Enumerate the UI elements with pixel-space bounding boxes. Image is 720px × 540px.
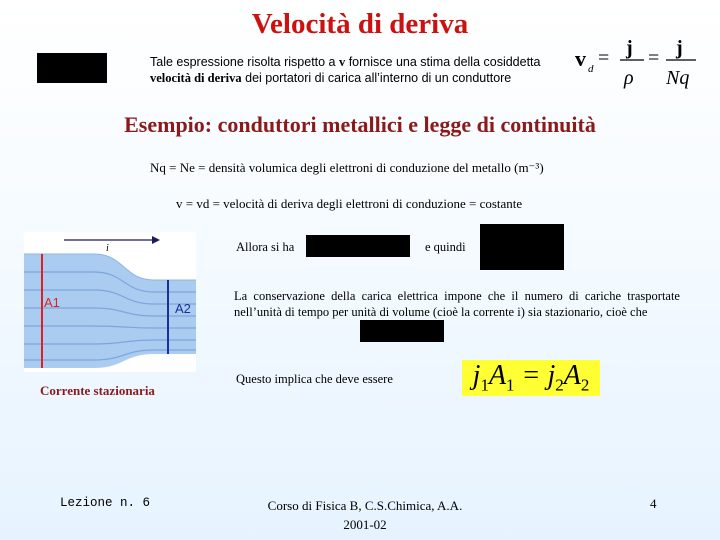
implica-text: Questo implica che deve essere [236, 372, 393, 386]
redacted-block [306, 235, 410, 257]
footer-course [230, 496, 500, 534]
intro-line2: dei portatori di carica all’interno di un conduttore [241, 71, 512, 85]
conductor-diagram [24, 232, 196, 372]
footer-course-line1: Corso di Fisica B, C.S.Chimica, A.A. [267, 498, 463, 513]
formula-v: v [575, 46, 586, 71]
redacted-block [360, 320, 444, 342]
redacted-block [480, 224, 564, 270]
page-number: 4 [650, 496, 657, 511]
formula-v-sub: d [588, 63, 594, 75]
diagram-label-a2: A2 [175, 301, 191, 316]
diagram-current-label: i [106, 243, 109, 254]
intro-line1: Tale espressione risolta rispetto a [150, 55, 339, 69]
svg-text:=: = [648, 47, 660, 69]
diagram-label-a1: A1 [44, 295, 60, 310]
conservation-paragraph: La conservazione della carica elettrica impone che il numero di cariche trasportate nell’unità di tempo per unità di volume (cioè la corrente i) sia stazionario, cioè che [234, 289, 680, 319]
svg-text:=: = [598, 47, 610, 69]
drift-velocity-formula [570, 32, 700, 92]
e-quindi-text: e quindi [425, 240, 466, 254]
continuity-equation-text: $j_1A_1 = j_2A_2$ [472, 360, 590, 395]
intro-v: v [338, 55, 346, 69]
formula-num1: j [626, 37, 633, 59]
allora-text: Allora si ha [236, 240, 295, 254]
diagram-caption: Corrente stazionaria [40, 383, 155, 398]
slide-title: Velocità di deriva [251, 8, 469, 40]
formula-den1: ρ [624, 67, 634, 89]
formula-num2: j [676, 37, 683, 59]
footer-course-line2: 2001-02 [343, 517, 387, 532]
continuity-equation [462, 360, 600, 396]
definition-line-2: v = vd = velocità di deriva degli elettroni di conduzione = costante [176, 196, 523, 211]
section-subtitle: Esempio: conduttori metallici e legge di continuità [124, 112, 596, 137]
intro-line1-end: fornisce una stima della cosiddetta [345, 55, 541, 69]
formula-den2: Nq [666, 67, 690, 89]
intro-text [150, 54, 550, 86]
intro-bold-phrase: velocità di deriva [150, 71, 242, 85]
redacted-block [37, 53, 107, 83]
definition-line-1: Nq = Ne = densità volumica degli elettroni di conduzione del metallo (m⁻³) [150, 160, 544, 175]
footer-lecture: Lezione n. 6 [60, 496, 151, 510]
